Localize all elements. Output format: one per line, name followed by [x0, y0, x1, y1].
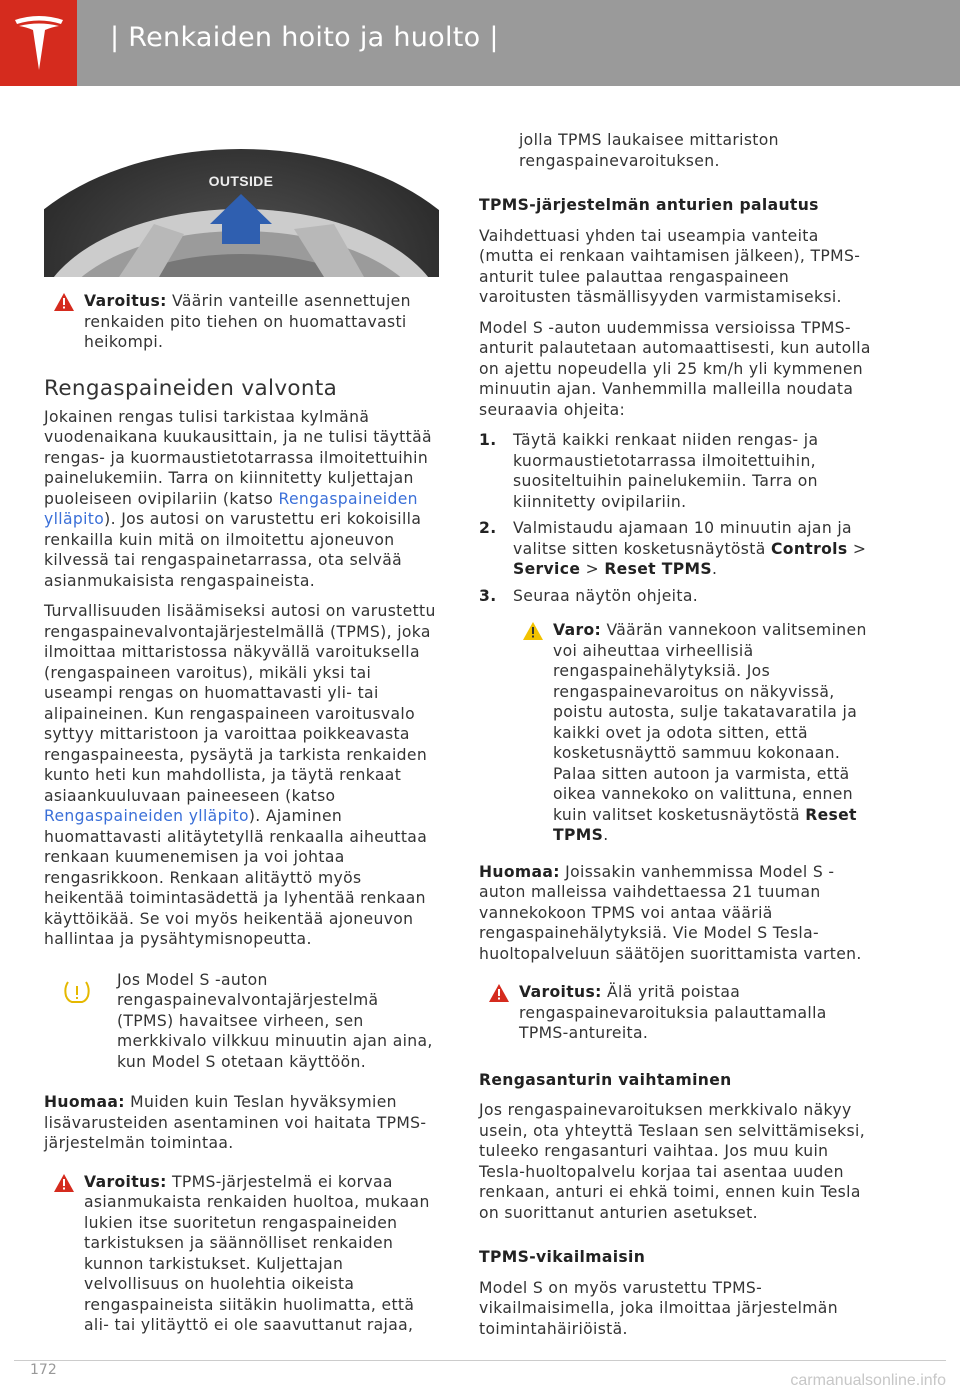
note-text: Joissakin vanhemmissa Model S -auton malleissa vaihdettaessa 21 tuuman vannekokoon TPMS voi antaa vääriä rengaspainehälytyksiä. Vie Model S Tesla-huoltopalveluun säätöjen suorittamista varten. [479, 862, 862, 963]
step-number: 3. [479, 586, 497, 605]
subheading-sensor: Rengasanturin vaihtaminen [479, 1070, 732, 1089]
step-1 [479, 430, 874, 512]
warning-wheels [44, 291, 439, 353]
paragraph: Vaihdettuasi yhden tai useampia vanteita (mutta ei renkaan vaihtamisen jälkeen), TPMS-anturit tulee palauttaa rengaspaineen varoitusten täsmällisyyden varmistamiseksi. [479, 226, 861, 306]
tesla-logo-icon [12, 14, 66, 72]
step-text: Täytä kaikki renkaat niiden rengas- ja kuormaustietotarrassa ilmoitettuihin, suositeltuihin painelukemiin. Tarra on kiinnitetty ovipilariin. [513, 431, 819, 511]
tpms-indicator-icon [63, 980, 91, 1004]
paragraph: Model S on myös varustettu TPMS-vikailmaisimella, joka ilmoittaa järjestelmän toimintahäiriöistä. [479, 1278, 838, 1338]
paragraph: Turvallisuuden lisäämiseksi autosi on varustettu rengaspainevalvontajärjestelmällä (TPMS), joka ilmoittaa mittaristossa näkyvällä varoituksella (rengaspaineen varoitus), mikäli yksi tai useampi rengas on huomattavasti yli- tai alipaineinen. Kun rengaspaineen varoitusvalo syttyy mittaristoon ja varoittaa poikkeavasta rengaspaineesta, pysäytä ja tarkista renkaiden kunto heti kun mahdollista, ja täytä renkaat asiaankuuluvaan paineeseen (katso Rengaspaineiden ylläpito). Ajaminen huomattavasti alitäytetyllä renkaalla aiheuttaa renkaan kuumenemisen ja voi johtaa rengasrikkoon. Renkaan alitäyttö myös heikentää toimintasädettä ja lyhentää renkaan käyttöikää. Se voi myös heikentää ajoneuvon hallintaa ja pysähtymisnopeutta. [44, 602, 436, 948]
step-2 [479, 518, 874, 580]
right-column [479, 130, 874, 1339]
warning-icon [54, 1174, 74, 1192]
link-tire-pressure[interactable]: Rengaspaineiden ylläpito [44, 807, 249, 825]
left-column [44, 124, 439, 1336]
note [44, 1092, 439, 1154]
warning-continuation: jolla TPMS laukaisee mittariston rengaspainevaroituksen. [519, 131, 779, 170]
subheading-fault: TPMS-vikailmaisin [479, 1248, 646, 1266]
warning-text: TPMS-järjestelmä ei korvaa asianmukaista renkaiden huoltoa, mukaan lukien itse suoritetun rengaspaineiden tarkistuksen ja säännölliset renkaiden kunnon tarkistukset. Kuljettajan velvollisuus on huolehtia oikeista rengaspaineista siitäkin huolimatta, että ali- tai ylitäyttö ei ole saavuttanut rajaa, [84, 1172, 430, 1334]
tire-outside-illustration [44, 124, 439, 277]
note [479, 862, 874, 965]
page-title: | Renkaiden hoito ja huolto | [110, 22, 499, 53]
paragraph: Jokainen rengas tulisi tarkistaa kylmänä vuodenaikana kuukausittain, ja ne tulisi täyttää rengas- ja kuormaustietotarrassa ilmoitettuihin painelukemiin. Tarra on kiinnitetty kuljettajan puoleiseen ovipilariin (katso Rengaspaineiden ylläpito). Jos autosi on varustettu eri kokoisilla renkailla kuin mitä on ilmoitettu ajoneuvon kilvessä tai rengaspainetarrassa, ota selvää asianmukaisista rengaspaineista. [44, 407, 432, 590]
page-number: 172 [30, 1362, 57, 1378]
link-tire-pressure[interactable]: Rengaspaineiden ylläpito [44, 489, 418, 528]
warning-text: Älä yritä poistaa rengaspainevaroituksia palauttamalla TPMS-antureita. [519, 983, 827, 1042]
paragraph: Model S -auton uudemmissa versioissa TPMS-anturit palautetaan automaattisesti, kun autolla on ajettu nopeudella yli 25 km/h yli kymmenen minuutin ajan. Vanhemmilla malleilla noudata seuraavia ohjeita: [479, 318, 871, 419]
warning-label: Varoitus: [84, 1172, 167, 1191]
tpms-note-text: Jos Model S -auton rengaspainevalvontajärjestelmä (TPMS) havaitsee virheen, sen merkkivalo vilkkuu minuutin ajan aina, kun Model S otetaan käyttöön. [117, 970, 433, 1071]
warning-icon [54, 293, 74, 311]
caution-icon [523, 622, 543, 640]
warning-tpms [44, 1172, 439, 1336]
tesla-logo [0, 0, 77, 86]
step-text: Seuraa näytön ohjeita. [513, 586, 699, 605]
warning-reset [479, 982, 874, 1044]
page-header [0, 0, 960, 86]
tpms-indicator-note [44, 970, 439, 1073]
step-3 [479, 586, 874, 607]
subheading-reset: TPMS-järjestelmän anturien palautus [479, 196, 819, 214]
caution-text: Väärän vannekoon valitseminen voi aiheuttaa virheellisiä rengaspainehälytyksiä. Jos rengaspainevaroitus on näkyvissä, poistu autosta, sulje takatavaratila ja kaikki ovet ja odota sitten, että kosketusnäyttö sammuu kokonaan. Palaa sitten autoon ja varmista, että oikea vannekoko on valittuna, ennen kuin valitset kosketusnäytöstä [553, 621, 867, 824]
tire-outside-label: OUTSIDE [208, 173, 274, 189]
note-label: Huomaa: [479, 862, 560, 881]
warning-icon [489, 984, 509, 1002]
step-text: Valmistaudu ajamaan 10 minuutin ajan ja valitse sitten kosketusnäytöstä Controls > Service > Reset TPMS. [513, 519, 867, 578]
note-label: Huomaa: [44, 1093, 125, 1111]
step-number: 2. [479, 519, 497, 537]
warning-label: Varoitus: [519, 983, 602, 1001]
note-text: Muiden kuin Teslan hyväksymien lisävarusteiden asentaminen voi haitata TPMS-järjestelmän toimintaa. [44, 1093, 427, 1152]
footer-divider [14, 1360, 946, 1361]
warning-label: Varoitus: [84, 292, 167, 310]
section-heading-tpms: Rengaspaineiden valvonta [44, 375, 338, 401]
caution-label: Varo: [553, 621, 602, 639]
caution-wheel-size: Varo: Väärän vannekoon valitseminen voi aiheuttaa virheellisiä rengaspainehälytyksiä. Jos rengaspainevaroitus on näkyvissä, poistu autosta, sulje takatavaratila ja kaikki ovet ja odota sitten, että kosketusnäyttö sammuu kokonaan. Palaa sitten autoon ja varmista, että oikea vannekoko on valittuna, ennen kuin valitset kosketusnäytöstä Reset TPMS. [513, 620, 874, 846]
warning-text: Väärin vanteille asennettujen renkaiden pito tiehen on huomattavasti heikompi. [84, 292, 411, 351]
watermark: carmanualsonline.info [790, 1372, 946, 1389]
paragraph: Jos rengaspainevaroituksen merkkivalo näkyy usein, ota yhteyttä Teslaan sen selvittämiseksi, tuleeko rengasanturi vaihtaa. Jos muu kuin Tesla-huoltopalvelu korjaa tai asentaa uuden renkaan, anturi ei ehkä toimi, ennen kuin Tesla on suorittanut anturien asetukset. [479, 1101, 866, 1222]
step-number: 1. [479, 431, 497, 449]
